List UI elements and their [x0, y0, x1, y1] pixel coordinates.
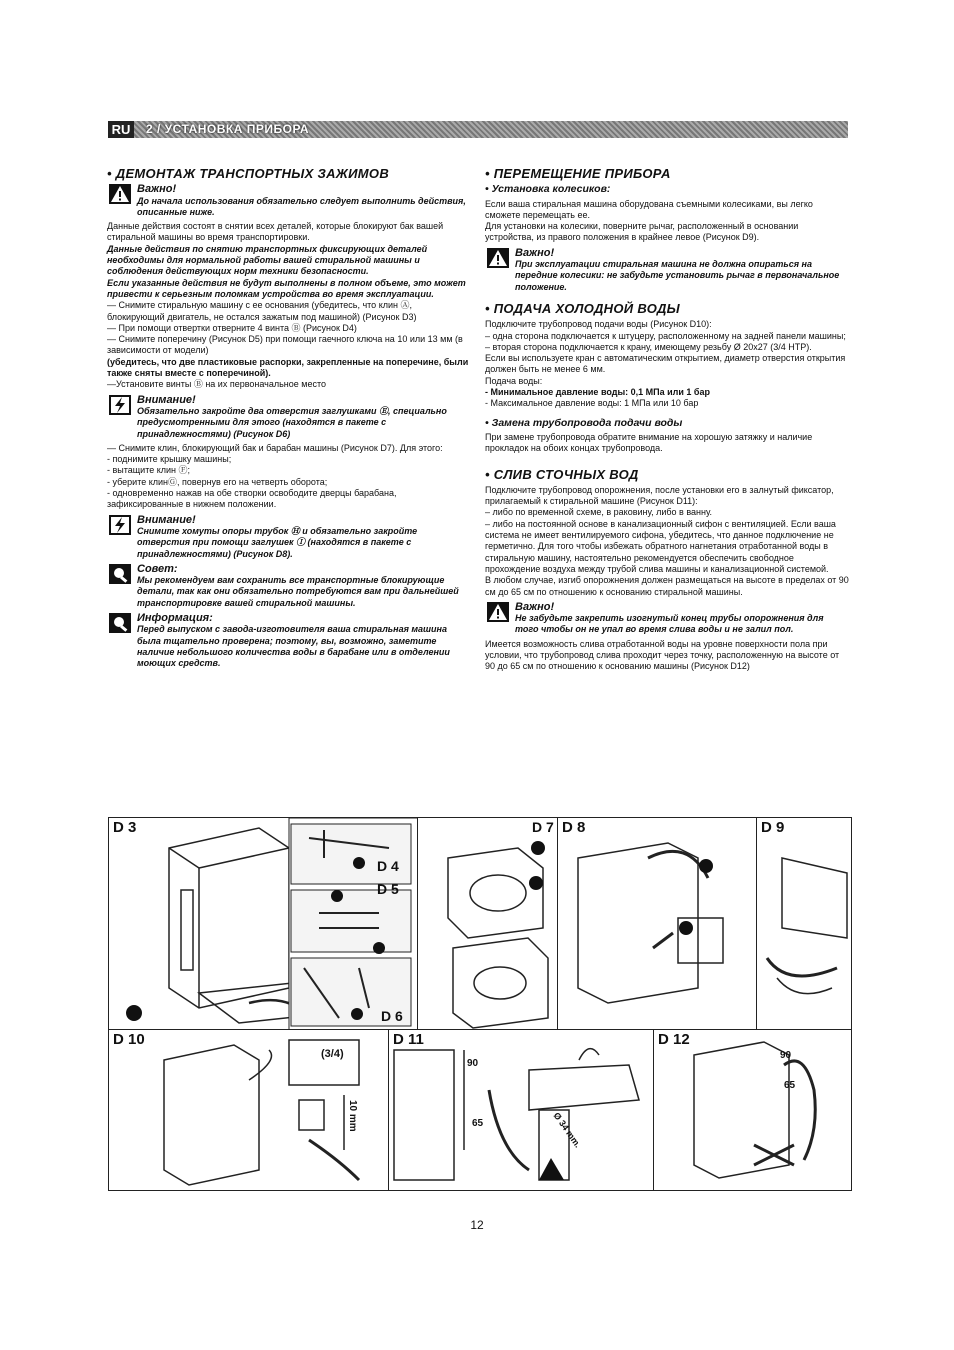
notice-text: Перед выпуском с завода-изготовителя ваша стиральная машина была тщательно проверена; поэтому, вы, возможно, заметите наличие небольшого количества воды в барабане или в отделении моющих средств.	[137, 624, 450, 669]
info-notice	[107, 613, 469, 669]
washing-machine-illustration	[109, 818, 418, 1030]
paragraph: Подача воды:	[485, 375, 543, 386]
figure-label: D 7	[532, 819, 554, 835]
attention-notice	[107, 515, 469, 560]
paragraph: — Снимите поперечину (Рисунок D5) при помощи гаечного ключа на 10 или 13 мм (в зависимости от модели)	[107, 334, 463, 356]
notice-text: До начала использования обязательно следует выполнить действия, описанные ниже.	[137, 195, 466, 217]
heading-transport-clamps: • ДЕМОНТАЖ ТРАНСПОРТНЫХ ЗАЖИМОВ	[107, 166, 390, 181]
paragraph: – вторая сторона подключается к крану, имеющему резьбу Ø 20x27 (3/4 НТР).	[485, 341, 812, 352]
right-column	[485, 168, 849, 673]
figure-label: D 8	[562, 819, 586, 836]
notice-text: При эксплуатации стиральная машина не должна опираться на передние колесики: не забудьте установить рычаг в первоначальное положение.	[515, 259, 840, 292]
section-title: 2 / УСТАНОВКА ПРИБОРА	[146, 122, 310, 136]
figure-label: D 12	[658, 1031, 690, 1048]
notice-text: Не забудьте закрепить изогнутый конец трубы опорожнения для того чтобы он не упал во время слива воды и не залил пол.	[515, 613, 824, 635]
paragraph: — Снимите стиральную машину с ее основания (убедитесь, что клин Ⓐ, блокирующий двигатель, не остался зажатым под машиной) (Рисунок D3)	[107, 300, 417, 322]
paragraph: Имеется возможность слива отработанной воды на уровне поверхности пола при условии, что трубопровод слива проходит через точку, расположенную на высоте от 90 до 65 см по отношению к основанию машины (Рисунок D12)	[485, 638, 840, 672]
paragraph: - Максимальное давление воды: 1 МПа или 10 бар	[485, 398, 699, 409]
paragraph: Для установки на колесики, поверните рычаг, расположенный в основании устройства, из правого положения в крайнее левое (Рисунок D9).	[485, 221, 799, 243]
language-badge: RU	[108, 121, 134, 138]
heading-cold-water: • ПОДАЧА ХОЛОДНОЙ ВОДЫ	[485, 300, 680, 316]
figure-label: D 3	[113, 819, 137, 836]
subheading-hose-replace: • Замена трубопровода подачи воды	[485, 416, 683, 429]
paragraph: В любом случае, изгиб опорожнения должен размещаться на высоте в пределах от 90 см до 65 см по отношению к основанию стиральной машины.	[485, 575, 849, 597]
notice-title: Важно!	[137, 183, 177, 196]
notice-title: Совет:	[137, 562, 178, 575]
wheel-lever-illustration	[757, 818, 851, 1030]
notice-title: Информация:	[137, 611, 213, 624]
figure-d3	[108, 817, 419, 1031]
washing-machine-back-illustration	[558, 818, 757, 1030]
figure-label: D 11	[393, 1031, 424, 1048]
figure-label: D 9	[761, 819, 785, 836]
paragraph: – либо на постоянной основе в канализационный сифон с вентиляцией. Если ваша система не имеет вентилируемого сифона, убедитесь, что данное подключение не герметично. Для того чтобы избежать обратного нагнетания отработанной воды в стиральную машину, настоятельно рекомендуется обеспечить свободное прохождение воздуха между трубой слива машины и канализационной системой.	[485, 518, 836, 574]
dimension-label: 10 mm	[347, 1100, 358, 1132]
notice-title: Важно!	[515, 600, 555, 613]
list-item: - одновременно нажав на обе створки освободите дверцы барабана, зафиксированные в нижнем положении.	[107, 488, 397, 510]
electric-warning-icon	[109, 395, 131, 415]
warning-icon	[109, 184, 131, 204]
list-item: - вытащите клин Ⓕ;	[107, 465, 191, 476]
figure-label: D 4	[377, 858, 399, 874]
subheading-wheels: • Установка колесиков:	[485, 183, 611, 196]
paragraph: Подключите трубопровод опорожнения, после установки его в залнутый фиксатор, прилагаемый к стиральной машине (Рисунок D11):	[485, 484, 834, 507]
figure-d8	[557, 817, 758, 1031]
paragraph: При замене трубопровода обратите внимание на хорошую затяжку и наличие прокладок на обоих концах трубопровода.	[485, 431, 813, 454]
paragraph: —Установите винты Ⓑ на их первоначальное место	[107, 379, 327, 390]
warning-icon	[487, 602, 509, 622]
figure-label: D 6	[381, 1008, 403, 1024]
important-notice	[107, 184, 469, 218]
height-label: 65	[472, 1118, 484, 1129]
paragraph: (убедитесь, что две пластиковые распорки, закрепленные на поперечине, были также сняты вместе с поперечиной).	[107, 356, 469, 379]
heading-drain: • СЛИВ СТОЧНЫХ ВОД	[485, 466, 639, 482]
list-item: - уберите клинⒼ, повернув его на четверть оборота;	[107, 476, 328, 487]
height-label: 90	[467, 1058, 479, 1069]
figure-d12	[653, 1029, 852, 1191]
paragraph: – одна сторона подключается к штуцеру, расположенному на задней панели машины;	[485, 330, 846, 341]
paragraph: Данные действия состоят в снятии всех деталей, которые блокируют бак вашей стиральной машины во время транспортировки.	[107, 221, 444, 243]
figure-d9	[756, 817, 852, 1031]
paragraph: Если ваша стиральная машина оборудована съемными колесиками, вы легко сможете перемещать ее.	[485, 198, 813, 220]
figure-d10	[108, 1029, 390, 1191]
left-column	[107, 168, 469, 672]
magnifier-icon	[109, 564, 131, 584]
diameter-label: Ø 34 mm.	[551, 1110, 583, 1150]
paragraph: - Минимальное давление воды: 0,1 МПа или 1 бар	[485, 387, 710, 398]
paragraph: Если вы используете кран с автоматическим открытием, диаметр отверстия открытия должен быть не менее 6 мм.	[485, 353, 846, 375]
notice-title: Важно!	[515, 246, 555, 259]
floor-drain-illustration	[654, 1030, 851, 1190]
page-number: 12	[470, 1218, 484, 1232]
paragraph: Если указанные действия не будут выполнены в полном объеме, это может привести к серьезным поломкам устройства во время эксплуатации.	[107, 277, 466, 299]
figure-d7	[417, 817, 559, 1031]
height-label: 65	[784, 1080, 796, 1091]
drain-sink-illustration	[389, 1030, 654, 1190]
thread-size-label: (3/4)	[321, 1048, 344, 1060]
figure-label: D 5	[377, 881, 399, 897]
section-header-bar	[108, 121, 848, 138]
notice-text: Мы рекомендуем вам сохранить все транспортные блокирующие детали, так как они обязательно потребуются вам при дальнейшей транспортировке вашей стиральной машины.	[137, 575, 459, 608]
paragraph: — При помощи отвертки отверните 4 винта Ⓑ (Рисунок D4)	[107, 322, 357, 333]
important-notice	[485, 248, 849, 293]
tip-notice	[107, 564, 469, 609]
notice-text: Обязательно закройте два отверстия заглушками Ⓔ, специально предусмотренными для этого (находятся в пакете с принадлежностями) (Рисунок D6)	[137, 405, 447, 439]
electric-warning-icon	[109, 515, 131, 535]
figure-d11	[388, 1029, 655, 1191]
figure-label: D 10	[113, 1031, 145, 1048]
paragraph: — Снимите клин, блокирующий бак и барабан машины (Рисунок D7). Для этого:	[107, 442, 443, 453]
magnifier-icon	[109, 613, 131, 633]
warning-icon	[487, 248, 509, 268]
height-label: 90	[780, 1050, 792, 1061]
paragraph: Подключите трубопровод подачи воды (Рисунок D10):	[485, 319, 712, 330]
important-notice	[485, 602, 849, 636]
paragraph: – либо по временной схеме, в раковину, либо в ванну.	[485, 507, 713, 518]
heading-moving: • ПЕРЕМЕЩЕНИЕ ПРИБОРА	[485, 166, 671, 181]
notice-title: Внимание!	[137, 393, 196, 406]
washing-machine-drum-illustration	[418, 818, 558, 1030]
notice-title: Внимание!	[137, 513, 196, 526]
notice-text: Снимите хомуты опоры трубок Ⓗ и обязательно закройте отверстия при помощи заглушек Ⓘ (находятся в пакете с принадлежностями) (Рисунок D8).	[137, 525, 418, 559]
paragraph: Данные действия по снятию транспортных фиксирующих деталей необходимы для нормальной работы вашей стиральной машины и соблюдения действующих норм техники безопасности.	[107, 243, 428, 277]
list-item: - поднимите крышку машины;	[107, 454, 232, 465]
attention-notice	[107, 395, 469, 440]
